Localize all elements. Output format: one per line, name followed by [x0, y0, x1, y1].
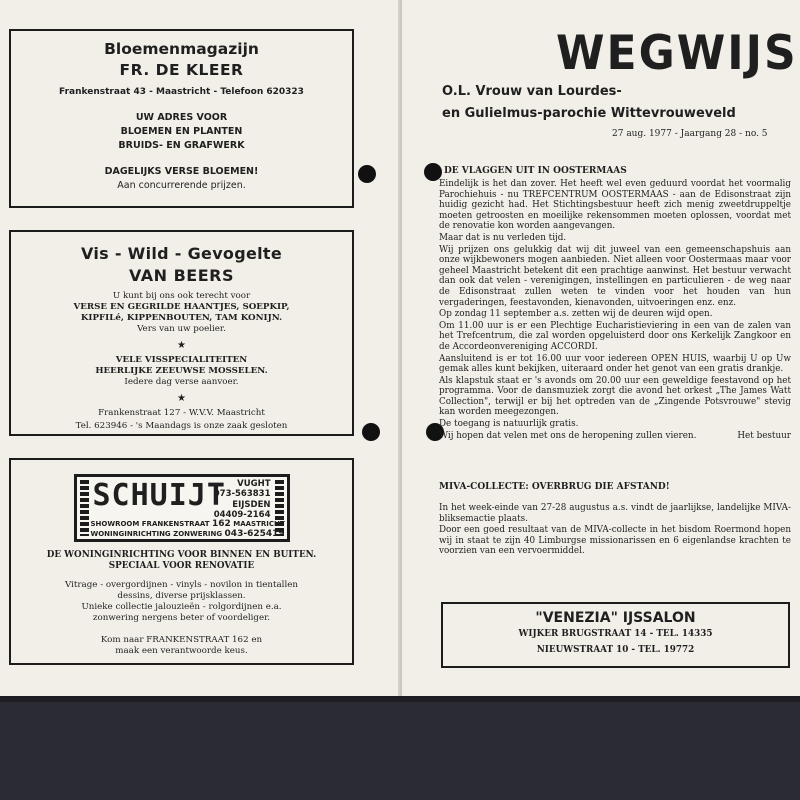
binder-hole — [362, 423, 380, 441]
venezia-title: "VENEZIA" IJSSALON — [535, 610, 696, 626]
ad-poultry-fish: VELE VISSPECIALITEITEN — [115, 355, 248, 365]
logo-city: EIJSDEN — [232, 500, 271, 510]
parish-subtitle: en Gulielmus-parochie Wittevrouweveld — [442, 106, 736, 121]
ad-flower-shop — [9, 29, 354, 208]
issue-info: 27 aug. 1977 - Jaargang 28 - no. 5 — [612, 129, 768, 139]
ad-flower-shop-address: Frankenstraat 43 - Maastricht - Telefoon 620323 — [59, 87, 304, 97]
ad-flower-line: UW ADRES VOOR — [135, 112, 228, 123]
star-icon: ★ — [177, 393, 186, 404]
parish-subtitle: O.L. Vrouw van Lourdes- — [442, 84, 622, 99]
ad-furniture-cta: maak een verantwoorde keus. — [115, 646, 248, 656]
ad-furniture-desc: Vitrage - overgordijnen - vinyls - novilon in tientallen — [65, 580, 298, 590]
ad-flower-prices: Aan concurrerende prijzen. — [117, 180, 246, 191]
logo-word: SCHUIJT — [92, 478, 226, 513]
article-closing-line — [439, 431, 791, 442]
logo-row-number: 043-625419 — [224, 529, 285, 539]
ad-flower-line: BRUIDS- EN GRAFWERK — [118, 140, 245, 151]
film-strip-decoration — [80, 480, 89, 536]
ad-poultry-vendor: Vers van uw poelier. — [137, 324, 226, 334]
article-miva — [439, 482, 791, 557]
left-page — [0, 0, 402, 700]
ad-venezia — [441, 602, 790, 668]
logo-phone-block — [214, 500, 271, 520]
ad-poultry-items: VERSE EN GEGRILDE HAANTJES, SOEPKIP, — [73, 302, 290, 312]
venezia-address: WIJKER BRUGSTRAAT 14 - TEL. 14335 — [518, 629, 713, 639]
miva-paragraph: In het week-einde van 27-28 augustus a.s. vindt de jaarlijkse, landelijke MIVA-bliksemactie plaats. — [439, 503, 791, 524]
star-icon: ★ — [177, 340, 186, 351]
logo-phone-block — [214, 479, 271, 499]
article-closing: Wij hopen dat velen met ons de heropening zullen vieren. — [439, 430, 697, 441]
logo-phone: 04409-2164 — [213, 510, 271, 520]
masthead: WEGWIJS — [556, 26, 798, 82]
ad-poultry-fish: Iedere dag verse aanvoer. — [124, 377, 239, 387]
ad-poultry-intro: U kunt bij ons ook terecht voor — [112, 291, 251, 301]
logo-row-text: WONINGINRICHTING ZONWERING — [90, 530, 223, 538]
ad-flower-line: BLOEMEN EN PLANTEN — [120, 126, 243, 137]
ad-furniture-tagline: DE WONINGINRICHTING VOOR BINNEN EN BUITEN. — [46, 550, 317, 560]
logo-row-number: 162 — [212, 519, 231, 529]
ad-poultry-address: Frankenstraat 127 - W.V.V. Maastricht — [98, 408, 265, 418]
miva-title: MIVA-COLLECTE: OVERBRUG DIE AFSTAND! — [439, 482, 670, 492]
ad-flower-shop-name: Bloemenmagazijn — [104, 40, 259, 58]
ad-furniture-desc: Unieke collectie jalouzieën - rolgordijnen e.a. — [81, 602, 282, 612]
article-paragraph: Eindelijk is het dan zover. Het heeft wel even geduurd voordat het voormalig Parochiehuis - nu TREFCENTRUM OOSTERMAAS - aan de Edisonstraat zijn huidig gezicht had. Het Stichtingsbestuur heeft zich menig zweetdruppeltje moeten getroosten en moeilijke rekensommen moeten oplossen, voordat met de renovatie kon worden aangevangen. — [439, 179, 791, 232]
article-oostermaas — [439, 166, 791, 441]
logo-phone: 073-563831 — [213, 489, 271, 499]
ad-furniture-desc: dessins, diverse prijsklassen. — [117, 591, 246, 601]
ad-furniture-desc: zonwering nergens beter of voordeliger. — [92, 613, 271, 623]
ad-poultry-phone: Tel. 623946 - 's Maandags is onze zaak gesloten — [75, 421, 288, 431]
ad-flower-daily: DAGELIJKS VERSE BLOEMEN! — [104, 166, 259, 177]
article-paragraph: Aansluitend is er tot 16.00 uur voor iedereen OPEN HUIS, waarbij U op Uw gemak alles kunt bekijken, uiteraard onder het genot van een gratis drankje. — [439, 353, 791, 375]
venezia-address: NIEUWSTRAAT 10 - TEL. 19772 — [536, 645, 695, 655]
logo-service-row — [90, 529, 285, 539]
ad-flower-shop-owner: FR. DE KLEER — [119, 61, 244, 79]
article-paragraph: Als klapstuk staat er 's avonds om 20.00 uur een geweldige feestavond op het programma. Voor de dansmuziek zorgt die avond het orkest „The James Watt Collection", terwijl er bij het optreden van de „Zingende Potsvrouwe" stevig kan worden meegezongen. — [439, 375, 791, 418]
article-paragraph: Om 11.00 uur is er een Plechtige Eucharistieviering in een van de zalen van het Trefcentrum, die zal worden opgeluisterd door ons Kerkelijk Zangkoor en de Accordeonvereniging ACCORDI. — [439, 320, 791, 352]
binder-hole — [358, 165, 376, 183]
ad-furniture-tagline: SPECIAAL VOOR RENOVATIE — [108, 561, 255, 571]
ad-poultry-heading: Vis - Wild - Gevogelte — [80, 244, 283, 263]
article-paragraph: Op zondag 11 september a.s. zetten wij de deuren wijd open. — [439, 309, 713, 320]
page-bottom-edge — [0, 696, 800, 702]
article-signature: Het bestuur — [737, 430, 791, 441]
logo-city: VUGHT — [237, 479, 271, 489]
logo-row-text: SHOWROOM FRANKENSTRAAT — [90, 520, 210, 528]
ad-poultry-shop — [9, 230, 354, 436]
article-paragraph: Wij prijzen ons gelukkig dat wij dit juweel van een gemeenschapshuis aan onze wijkbewoners mogen aanbieden. Niet alleen voor Oostermaas maar voor geheel Maastricht betekent dit een prachtige aanwinst. Het bestuur verwacht dan ook dat velen - verenigingen, instellingen en particulieren - de weg naar de Edisonstraat zullen weten te vinden voor het houden van hun vergaderingen, feestavonden, kienavonden, uitvoeringen enz. enz. — [439, 244, 791, 308]
article-title: DE VLAGGEN UIT IN OOSTERMAAS — [444, 166, 627, 176]
article-paragraph: De toegang is natuurlijk gratis. — [439, 419, 579, 430]
logo-showroom-row — [90, 519, 285, 529]
ad-furniture-store — [9, 458, 354, 665]
ad-poultry-fish: HEERLIJKE ZEEUWSE MOSSELEN. — [95, 366, 268, 376]
schuijt-logo — [74, 474, 290, 542]
miva-paragraph: Door een goed resultaat van de MIVA-collecte in het bisdom Roermond hopen wij in staat te zijn 40 Limburgse missionarissen en 6 eigenlandse krachten te voorzien van een vervoermiddel. — [439, 525, 791, 557]
article-paragraph: Maar dat is nu verleden tijd. — [439, 232, 567, 243]
ad-furniture-cta: Kom naar FRANKENSTRAAT 162 en — [100, 635, 263, 645]
logo-row-text: MAASTRICHT — [233, 520, 285, 528]
ad-poultry-name: VAN BEERS — [128, 266, 235, 285]
ad-poultry-items: KIPFILé, KIPPENBOUTEN, TAM KONIJN. — [80, 313, 283, 323]
